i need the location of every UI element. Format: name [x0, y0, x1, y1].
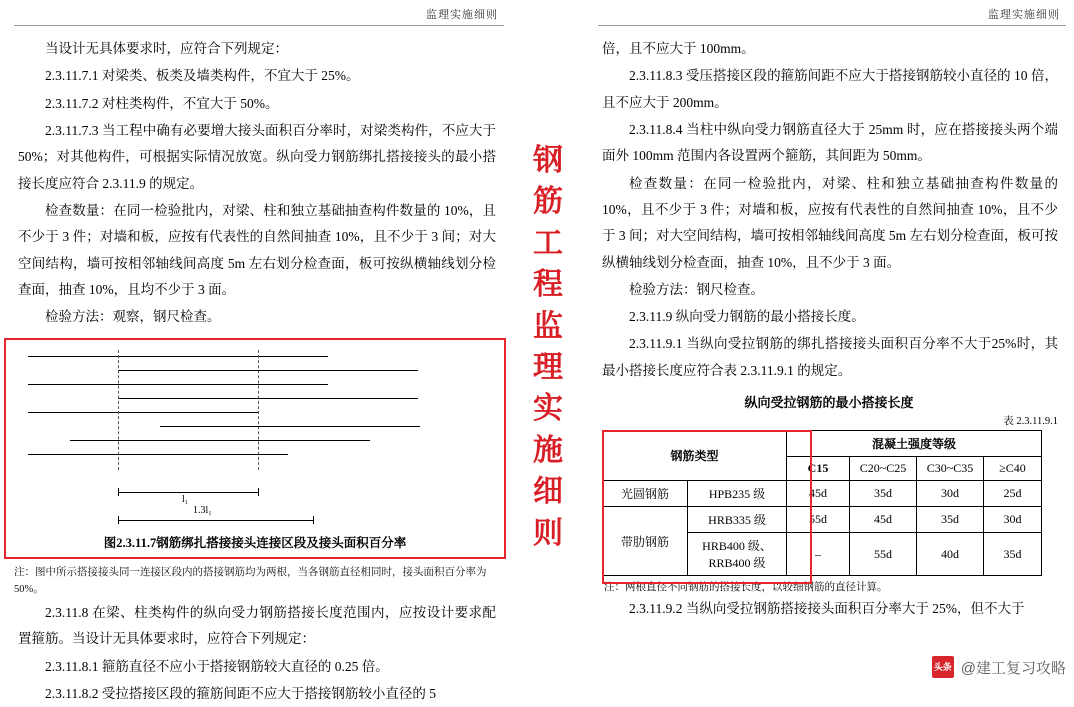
- paragraph: 检验方法：观察，钢尺检查。: [45, 309, 221, 325]
- left-page-body-after: [0, 598, 512, 707]
- table-cell-type: HRB400 级、RRB400 级: [688, 533, 787, 576]
- dimension-row-l2: [10, 506, 500, 528]
- rebar-line: [118, 370, 418, 371]
- table-cell-value: 35d: [850, 481, 917, 507]
- figure-note: 注：图中所示搭接接头同一连接区段内的搭接钢筋均为两根，当各钢筋直径相同时，接头面积百分率为 50%。: [14, 567, 487, 595]
- spine-char: 理: [533, 350, 563, 384]
- table-row: [603, 507, 1042, 533]
- spine-char: 细: [533, 475, 563, 509]
- table-cell-value: 45d: [850, 507, 917, 533]
- dimension-tick: [118, 488, 119, 496]
- paragraph: 检查数量：在同一检验批内，对梁、柱和独立基础抽查构件数量的 10%，且不少于 3 件；对墙和板，应按有代表性的自然间抽查 10%，且不少于 3 间；对大空间结构，墙可按相邻轴线间高度 5m 左右划分检查面，板可按纵横轴线划分检查面，抽查 10%，且不少于 3 面。: [602, 175, 1058, 270]
- table-row: [603, 431, 1042, 457]
- right-page: [584, 0, 1074, 686]
- figure-caption: 图2.3.11.7钢筋绑扎搭接接头连接区段及接头面积百分率: [103, 536, 407, 551]
- paragraph: 倍，且不应大于 100mm。: [602, 41, 755, 56]
- spine-char: 程: [533, 268, 563, 302]
- rebar-line: [160, 426, 420, 427]
- table-row: [603, 481, 1042, 507]
- paragraph: 2.3.11.8.4 当柱中纵向受力钢筋直径大于 25mm 时，应在搭接接头两个端面外 100mm 范围内各设置两个箍筋，其间距为 50mm。: [602, 121, 1058, 164]
- paragraph: 检查数量：在同一检验批内，对梁、柱和独立基础抽查构件数量的 10%，且不少于 3 件；对墙和板，应按有代表性的自然间抽查 10%，且不少于 3 间；对大空间结构，墙可按相邻轴线间高度 5m 左右划分检查面，板可按纵横轴线划分检查面，抽查 10%，且均不少于 3 面。: [18, 202, 496, 297]
- spine-char: 则: [533, 516, 563, 550]
- rebar-line: [118, 398, 418, 399]
- table-cell-value: 35d: [984, 533, 1042, 576]
- spine-char: 监: [533, 309, 563, 343]
- paragraph: 2.3.11.9.1 当纵向受拉钢筋的绑扎搭接接头面积百分率不大于25%时，其最小搭接长度应符合表 2.3.11.9.1 的规定。: [602, 336, 1058, 378]
- section-dash-left: [118, 350, 119, 470]
- section-dash-right: [258, 350, 259, 470]
- table-cell-value: 30d: [984, 507, 1042, 533]
- table-cell-category: 带肋钢筋: [603, 507, 688, 576]
- rebar-line: [70, 440, 370, 441]
- dimension-tick: [258, 488, 259, 496]
- table-cell-value: 30d: [917, 481, 984, 507]
- table-header-grade: C15: [787, 457, 850, 481]
- dimension-tick: [118, 516, 119, 524]
- table-note: 注：两根直径不同钢筋的搭接长度，以较细钢筋的直径计算。: [604, 582, 888, 594]
- page-header-left: 监理实施细则: [426, 9, 498, 21]
- table-wrapper: [584, 430, 1074, 576]
- min-lap-length-table: [602, 430, 1042, 576]
- table-header-grade: C20~C25: [850, 457, 917, 481]
- table-header-grade: C30~C35: [917, 457, 984, 481]
- table-cell-type: HPB235 级: [688, 481, 787, 507]
- watermark: [932, 656, 1066, 678]
- spine-char: 实: [533, 392, 563, 426]
- table-title: 纵向受拉钢筋的最小搭接长度: [744, 395, 914, 411]
- spine-char: 钢: [533, 144, 563, 177]
- rebar-line: [28, 454, 288, 455]
- dimension-row-l1: [10, 484, 500, 506]
- table-cell-type: HRB335 级: [688, 507, 787, 533]
- table-header-rebar-type: 钢筋类型: [603, 431, 787, 481]
- paragraph: 2.3.11.8.3 受压搭接区段的箍筋间距不应大于搭接钢筋较小直径的 10 倍，且不应大于 200mm。: [602, 68, 1058, 110]
- table-cell-value: 55d: [787, 507, 850, 533]
- figure-diagram: [10, 346, 500, 484]
- table-cell-value: 35d: [917, 507, 984, 533]
- table-cell-value: 25d: [984, 481, 1042, 507]
- paragraph: 2.3.11.8 在梁、柱类构件的纵向受力钢筋搭接长度范围内，应按设计要求配置箍筋。当设计无具体要求时，应符合下列规定：: [18, 604, 496, 647]
- spine-title: [516, 140, 580, 554]
- table-header-grade: ≥C40: [984, 457, 1042, 481]
- rebar-line: [28, 412, 258, 413]
- table-cell-value: 45d: [787, 481, 850, 507]
- paragraph: 2.3.11.8.2 受拉搭接区段的箍筋间距不应大于搭接钢筋较小直径的 5: [45, 685, 436, 701]
- paragraph: 2.3.11.9 纵向受力钢筋的最小搭接长度。: [629, 309, 865, 325]
- dimension-line: [118, 520, 313, 521]
- page-header-right: 监理实施细则: [988, 9, 1060, 21]
- paragraph: 2.3.11.7.3 当工程中确有必要增大接头面积百分率时，对梁类构件，不应大于 50%；对其他构件，可根据实际情况放宽。纵向受力钢筋绑扎搭接接头的最小搭接长度应符合 2.3.11.9 的规定。: [18, 122, 496, 191]
- table-cell-value: –: [787, 533, 850, 576]
- left-page: [0, 0, 512, 701]
- rebar-line: [28, 356, 328, 357]
- paragraph: 2.3.11.7.2 对柱类构件，不宜大于 50%。: [45, 95, 279, 111]
- table-number: 表 2.3.11.9.1: [1003, 416, 1058, 428]
- table-cell-value: 40d: [917, 533, 984, 576]
- paragraph: 2.3.11.8.1 箍筋直径不应小于搭接钢筋较大直径的 0.25 倍。: [45, 658, 389, 674]
- table-header-concrete-grade: 混凝土强度等级: [787, 431, 1042, 457]
- spine-char: 筋: [533, 185, 563, 219]
- rebar-line: [28, 384, 328, 385]
- table-cell-category: 光圆钢筋: [603, 481, 688, 507]
- table-cell-value: 55d: [850, 533, 917, 576]
- watermark-text: @建工复习攻略: [960, 659, 1066, 677]
- dimension-tick: [313, 516, 314, 524]
- paragraph: 2.3.11.7.1 对梁类、板类及墙类构件，不宜大于 25%。: [45, 68, 360, 84]
- right-page-body-after: [584, 594, 1074, 622]
- right-page-body: [584, 26, 1074, 384]
- spine-char: 施: [533, 433, 563, 467]
- toutiao-logo-icon: 头条: [932, 656, 954, 678]
- paragraph: 检验方法：钢尺检查。: [629, 281, 764, 297]
- spine-char: 工: [533, 226, 563, 260]
- dimension-line: [118, 492, 258, 493]
- figure-highlight-box: [4, 338, 506, 559]
- left-page-body: [0, 26, 512, 330]
- dimension-label-l2: 1.3l₁: [193, 505, 212, 517]
- paragraph: 当设计无具体要求时，应符合下列规定：: [45, 41, 288, 56]
- dimension-label-l1: l₁: [182, 494, 189, 506]
- paragraph: 2.3.11.9.2 当纵向受拉钢筋搭接接头面积百分率大于 25%，但不大于: [629, 601, 1025, 617]
